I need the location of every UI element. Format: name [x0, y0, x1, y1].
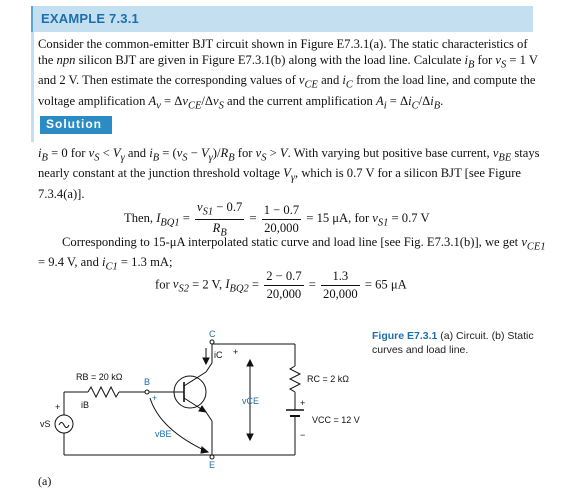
emitter-node	[210, 455, 214, 459]
ib-label: iB	[81, 400, 90, 410]
problem-statement: Consider the common-emitter BJT circuit shown in Figure E7.3.1(a). The static characteristics of the npn silicon BJT are given in Figure E7.3.1(b) along with the load line. Calculate $i_B$ for $v_S = 1$ V and 2 V. Then estimate the corresponding values of $v_{CE}$ and $i_C$ from the load line, and compute the voltage amplification $A_v = \Delta v_{CE}/\Delta v_S$ and the current amplification $A_i = \Delta i_C/\Delta i_B$.	[38, 37, 538, 112]
vbe-label: vBE	[155, 429, 172, 439]
c-node-label: C	[209, 329, 216, 339]
e-node-label: E	[209, 460, 216, 470]
rc-label: RC = 2 kΩ	[307, 374, 349, 384]
vcc-plus: +	[300, 398, 306, 408]
base-node	[145, 390, 149, 394]
rc-resistor	[290, 366, 300, 392]
ic-label: iC	[214, 350, 223, 360]
corresponding-text: Corresponding to 15-μA interpolated static curve and load line [see Fig. E7.3.1(b)], we get $v_{CE1} = 9.4$ V, and $i_{C1} = 1.3$ mA;	[38, 235, 546, 273]
figure-part-label: (a)	[38, 474, 52, 488]
b-node-label: B	[144, 377, 151, 387]
vs-label: vS	[40, 419, 51, 429]
solution-tag: Solution	[40, 116, 112, 134]
ic-plus: +	[233, 347, 239, 357]
vcc-minus: −	[300, 430, 306, 440]
solution-text: $i_B = 0$ for $v_S < V_\gamma$ and $i_B = (v_S - V_\gamma)/R_B$ for $v_S > V$. With varying but positive base current, $v_{BE}$ stays nearly constant at the junction threshold voltage $V_\gamma$, which is 0.7 V for a silicon BJT [see Figure 7.3.4(a)].	[38, 146, 540, 201]
vs-plus: +	[55, 402, 61, 412]
example-title: EXAMPLE 7.3.1	[41, 11, 139, 26]
rb-label: RB = 20 kΩ	[76, 372, 123, 382]
equation-2: for $v_{S2} = 2$ V, $I_{BQ2}$ = $\frac{2 - 0.7}{20,000}$ = $\frac{1.3}{20,000}$ = 65 μA	[155, 269, 407, 301]
collector-node	[210, 340, 214, 344]
figure-caption: Figure E7.3.1 (a) Circuit. (b) Static curves and load line.	[372, 330, 534, 356]
rb-resistor	[88, 387, 119, 397]
base-plus: +	[152, 393, 158, 403]
vce-label: vCE	[242, 396, 260, 406]
equation-1: Then, $I_{BQ1}$ = $\frac{v_{S1} - 0.7}{R_B}$ = $\frac{1 - 0.7}{20,000}$ = 15 μA, for $v_{S1} = 0.7$ V	[124, 200, 430, 239]
vcc-label: VCC = 12 V	[312, 415, 360, 425]
